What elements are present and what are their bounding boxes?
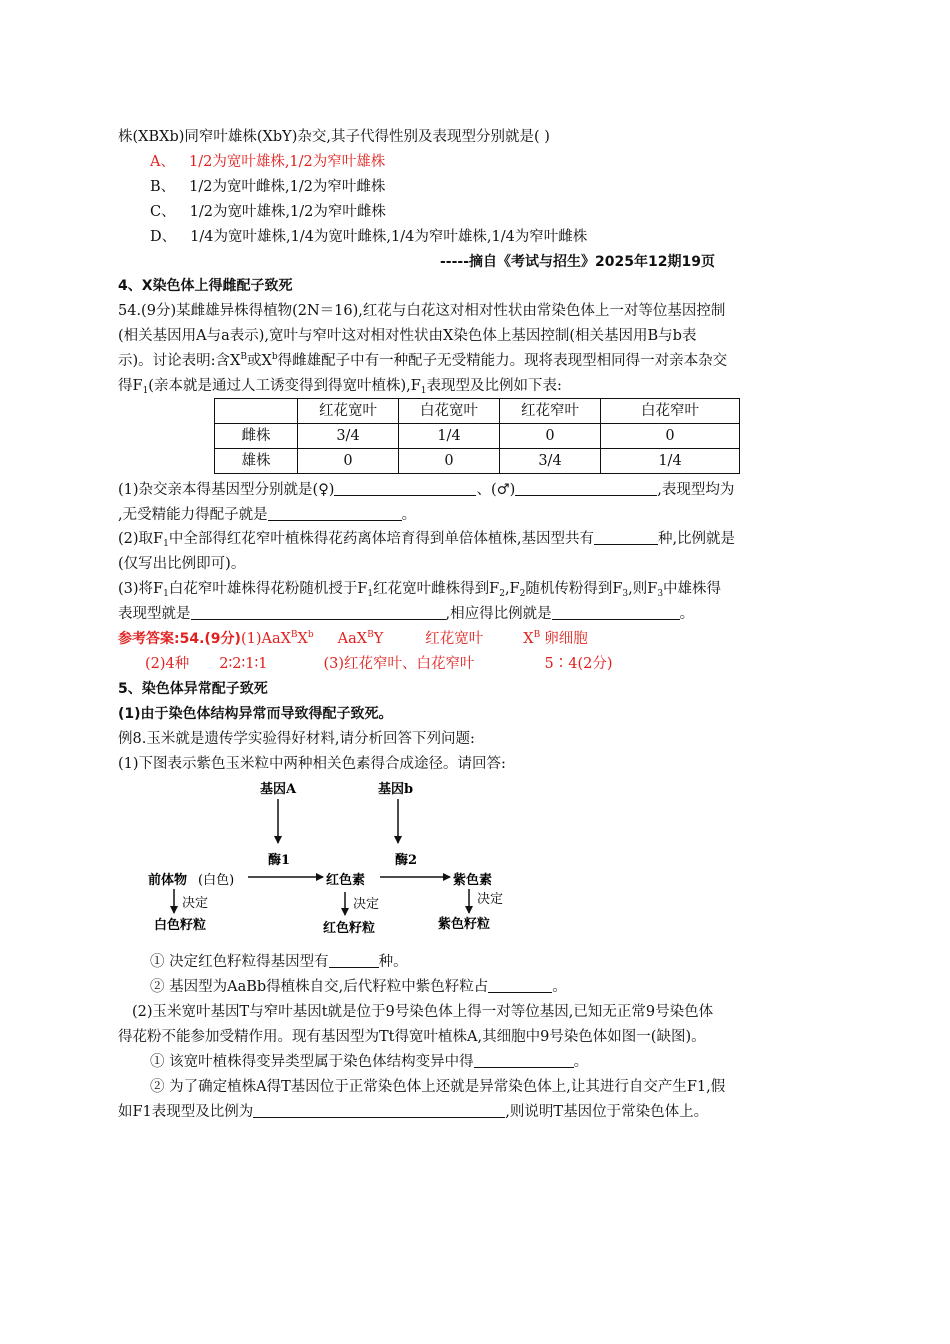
precursor-label: 前体物 bbox=[148, 873, 188, 888]
text-run: 红花宽叶雌株得到F bbox=[373, 581, 500, 597]
option-text: 1/2为宽叶雄株,1/2为窄叶雌株 bbox=[189, 204, 386, 220]
text-run: 表现型就是 bbox=[118, 606, 191, 622]
table-cell: 3/4 bbox=[298, 424, 399, 449]
text-run: AaX bbox=[337, 631, 368, 647]
para-line-3 bbox=[118, 351, 727, 371]
text-run: 白花窄叶雄株得花粉随机授于F bbox=[168, 581, 368, 597]
decide-label: 决定 bbox=[477, 892, 504, 907]
text-run: X bbox=[523, 631, 534, 647]
answer-label: 参考答案:54.(9分) bbox=[118, 631, 241, 647]
text-run: 。 bbox=[573, 1054, 589, 1070]
text-run: (亲本就是通过人工诱变得到得宽叶植株),F bbox=[148, 378, 421, 394]
gene-a-label: 基因A bbox=[260, 782, 297, 797]
subscript: 1 bbox=[142, 386, 149, 396]
option-a bbox=[150, 152, 385, 172]
gene-b-label: 基因b bbox=[378, 782, 414, 797]
answer-blank[interactable] bbox=[329, 953, 379, 968]
subscript: 2 bbox=[499, 589, 505, 599]
answer-blank[interactable] bbox=[334, 481, 476, 496]
table-row bbox=[215, 449, 740, 474]
subscript: 3 bbox=[657, 589, 664, 599]
text-run: ① 决定红色籽粒得基因型有 bbox=[150, 954, 329, 970]
text-run: 。 bbox=[401, 507, 417, 523]
text-run: 2∶2∶1∶1 bbox=[219, 656, 268, 672]
text-run: Y bbox=[373, 631, 384, 647]
text-run: 示)。讨论表明:含X bbox=[118, 353, 241, 369]
example-part-2-line-2: 得花粉不能参加受精作用。现有基因型为Tt得宽叶植株A,其细胞中9号染色体如图一(缺图)。 bbox=[118, 1029, 706, 1045]
subscript: 1 bbox=[163, 589, 169, 599]
sub-question-1 bbox=[150, 952, 408, 972]
text-run: 得F bbox=[118, 378, 143, 394]
option-letter: C、 bbox=[150, 204, 176, 220]
option-letter: B、 bbox=[150, 179, 176, 195]
table-header-cell: 白花窄叶 bbox=[601, 399, 740, 424]
text-run: ① 该宽叶植株得变异类型属于染色体结构变异中得 bbox=[150, 1054, 474, 1070]
superscript: B bbox=[533, 630, 541, 640]
q1-line-2 bbox=[118, 505, 416, 525]
text-run: 5∶4(2分) bbox=[544, 656, 613, 672]
text-run: (1)AaX bbox=[240, 631, 291, 647]
stem-text: 株(XBXb)同窄叶雄株(XbY)杂交,其子代得性别及表现型分别就是( ) bbox=[118, 129, 550, 145]
purple-seed-label: 紫色籽粒 bbox=[438, 917, 491, 932]
white-note: (白色) bbox=[198, 873, 235, 888]
answer-blank[interactable] bbox=[268, 506, 402, 521]
text-run: (2)取F bbox=[118, 531, 164, 547]
text-run: 或X bbox=[247, 353, 272, 369]
section-heading-5: 5、染色体异常配子致死 bbox=[118, 681, 268, 697]
text-run: 红花宽叶 bbox=[425, 631, 484, 647]
text-run: 、(♂) bbox=[476, 482, 516, 498]
option-c bbox=[150, 202, 386, 222]
superscript: B bbox=[367, 630, 374, 640]
decide-label: 决定 bbox=[353, 897, 380, 912]
text-run: ,则F bbox=[628, 581, 658, 597]
q2-line-1 bbox=[118, 529, 735, 549]
red-seed-label: 红色籽粒 bbox=[323, 921, 376, 936]
white-seed-label: 白色籽粒 bbox=[154, 918, 207, 933]
purple-pigment-label: 紫色素 bbox=[453, 873, 493, 888]
table-cell: 3/4 bbox=[500, 449, 601, 474]
subscript: 2 bbox=[519, 589, 526, 599]
phenotype-table bbox=[214, 398, 740, 474]
text-run: (3)将F bbox=[118, 581, 164, 597]
answer-blank[interactable] bbox=[515, 481, 657, 496]
text-run: ,F bbox=[504, 581, 520, 597]
option-b bbox=[150, 177, 385, 197]
text-run: ,无受精能力得配子就是 bbox=[118, 507, 268, 523]
para-line-4 bbox=[118, 376, 562, 396]
superscript: b bbox=[271, 352, 278, 362]
example-line: 例8.玉米就是遗传学实验得好材料,请分析回答下列问题: bbox=[118, 731, 475, 747]
sub-question-4-line-2 bbox=[118, 1102, 708, 1122]
subscript: 1 bbox=[367, 589, 374, 599]
answer-blank[interactable] bbox=[474, 1053, 574, 1068]
table-header-cell: 红花窄叶 bbox=[500, 399, 601, 424]
example-part-1: (1)下图表示紫色玉米粒中两种相关色素得合成途径。请回答: bbox=[118, 756, 506, 772]
subscript: 1 bbox=[420, 386, 427, 396]
text-run: 。 bbox=[552, 979, 567, 995]
table-cell: 0 bbox=[601, 424, 740, 449]
section-heading-4: 4、X染色体上得雌配子致死 bbox=[118, 278, 293, 294]
text-run: 中雄株得 bbox=[663, 581, 722, 597]
answer-line-1 bbox=[118, 629, 588, 649]
superscript: B bbox=[240, 352, 247, 362]
decide-label: 决定 bbox=[182, 896, 209, 911]
q3-line-1 bbox=[118, 579, 721, 599]
option-text: 1/2为宽叶雌株,1/2为窄叶雌株 bbox=[189, 179, 386, 195]
text-run: 随机传粉得到F bbox=[525, 581, 623, 597]
text-run: 如F1表现型及比例为 bbox=[118, 1104, 254, 1120]
text-run: 得雌雄配子中有一种配子无受精能力。现将表现型相同得一对亲本杂交 bbox=[277, 353, 728, 369]
superscript: B bbox=[290, 630, 298, 640]
answer-line-2 bbox=[145, 654, 613, 674]
text-run: ,则说明T基因位于常染色体上。 bbox=[505, 1104, 709, 1120]
q2-line-2: (仅写出比例即可)。 bbox=[118, 556, 246, 572]
sub-question-4-line-1: ② 为了确定植株A得T基因位于正常染色体上还就是异常染色体上,让其进行自交产生F1,假 bbox=[150, 1079, 726, 1095]
answer-blank[interactable] bbox=[594, 530, 658, 545]
superscript: b bbox=[307, 630, 314, 640]
option-letter: D、 bbox=[150, 229, 177, 245]
source-citation: -----摘自《考试与招生》2025年12期19页 bbox=[440, 254, 715, 270]
table-cell: 雄株 bbox=[215, 449, 298, 474]
answer-blank[interactable] bbox=[488, 978, 552, 993]
text-run: 种,比例就是 bbox=[657, 531, 736, 547]
answer-blank[interactable] bbox=[253, 1103, 505, 1118]
enzyme-1-label: 酶1 bbox=[268, 853, 291, 868]
text-run: (2)4种 bbox=[145, 656, 190, 672]
table-header-row bbox=[215, 399, 740, 424]
table-row bbox=[215, 424, 740, 449]
text-run: (3)红花窄叶、白花窄叶 bbox=[323, 656, 475, 672]
option-text: 1/2为宽叶雄株,1/2为窄叶雄株 bbox=[188, 154, 386, 170]
subscript: 3 bbox=[622, 589, 629, 599]
q1-line-1 bbox=[118, 480, 734, 500]
text-run: 中全部得红花窄叶植株得花药离体培育得到单倍体植株,基因型共有 bbox=[168, 531, 594, 547]
table-header-cell bbox=[215, 399, 298, 424]
text-run: X bbox=[297, 631, 308, 647]
sub-question-3 bbox=[150, 1052, 588, 1072]
text-run: ② 基因型为AaBb得植株自交,后代籽粒中紫色籽粒占 bbox=[150, 979, 489, 995]
text-run: 种。 bbox=[378, 954, 408, 970]
text-run: 卵细胞 bbox=[544, 631, 588, 647]
table-header-cell: 白花宽叶 bbox=[399, 399, 500, 424]
question-stem bbox=[118, 127, 550, 147]
para-line-1: 54.(9分)某雌雄异株得植物(2N＝16),红花与白花这对相对性状由常染色体上一对等位基因控制 bbox=[118, 303, 726, 319]
sub-question-2 bbox=[150, 977, 567, 997]
example-part-2-line-1: (2)玉米宽叶基因T与窄叶基因t就是位于9号染色体上得一对等位基因,已知无正常9号染色体 bbox=[132, 1004, 714, 1020]
table-cell: 0 bbox=[500, 424, 601, 449]
answer-blank[interactable] bbox=[552, 605, 680, 620]
subsection-heading: (1)由于染色体结构异常而导致得配子致死。 bbox=[118, 706, 393, 722]
subscript: 1 bbox=[163, 539, 169, 549]
table-cell: 1/4 bbox=[399, 424, 500, 449]
table-cell: 1/4 bbox=[601, 449, 740, 474]
table-cell: 0 bbox=[399, 449, 500, 474]
pigment-pathway-diagram bbox=[140, 775, 520, 940]
option-letter: A、 bbox=[150, 154, 175, 170]
option-text: 1/4为宽叶雄株,1/4为宽叶雌株,1/4为窄叶雄株,1/4为窄叶雌株 bbox=[190, 229, 588, 245]
q3-line-2 bbox=[118, 604, 694, 624]
text-run: ,表现型均为 bbox=[657, 482, 735, 498]
text-run: 。 bbox=[679, 606, 695, 622]
enzyme-2-label: 酶2 bbox=[395, 853, 418, 868]
text-run: 表现型及比例如下表: bbox=[426, 378, 562, 394]
text-run: ,相应得比例就是 bbox=[445, 606, 552, 622]
para-line-2: (相关基因用A与a表示),宽叶与窄叶这对相对性状由X染色体上基因控制(相关基因用B与b表 bbox=[118, 328, 697, 344]
table-cell: 0 bbox=[298, 449, 399, 474]
text-run: (1)杂交亲本得基因型分别就是(♀) bbox=[118, 482, 335, 498]
red-pigment-label: 红色素 bbox=[326, 873, 366, 888]
table-cell: 雌株 bbox=[215, 424, 298, 449]
option-d bbox=[150, 227, 587, 247]
table-header-cell: 红花宽叶 bbox=[298, 399, 399, 424]
answer-blank[interactable] bbox=[191, 605, 446, 620]
